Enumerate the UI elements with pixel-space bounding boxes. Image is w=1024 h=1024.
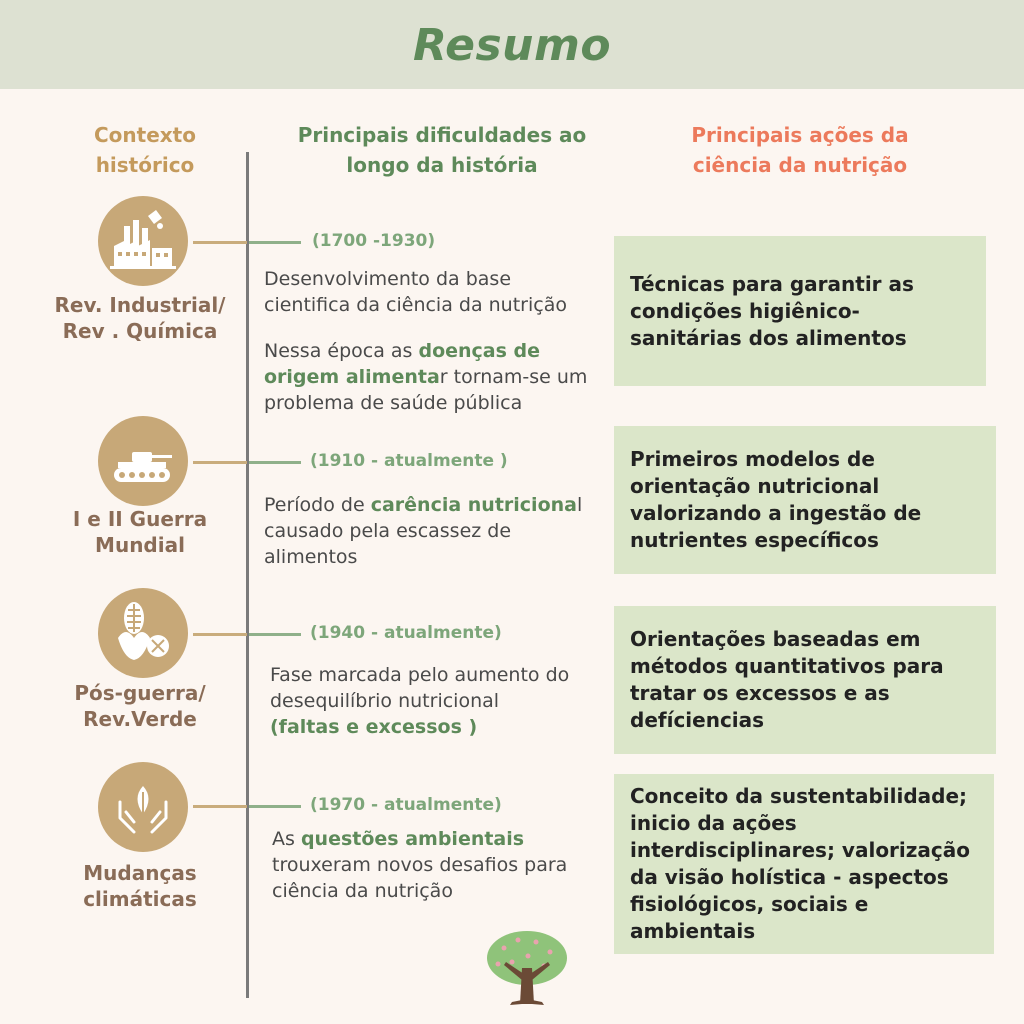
connector-line: [193, 633, 247, 636]
action-box: [614, 606, 996, 754]
difficulty-text: [270, 662, 570, 760]
action-text: Orientações baseadas em métodos quantitativos para tratar os excessos e as defíciencias: [630, 627, 944, 732]
period-label: (1940 - atualmente): [310, 623, 502, 643]
column-header-context: Contexto histórico: [94, 123, 196, 177]
era-label: Pós-guerra/ Rev.Verde: [74, 681, 206, 731]
action-box: [614, 774, 994, 954]
difficulty-text: [272, 826, 586, 924]
period-label: (1910 - atualmente ): [310, 451, 508, 471]
page-title: Resumo: [412, 20, 612, 71]
difficulty-paragraph: Período de carência nutricional causado pela escassez de alimentos: [264, 494, 583, 568]
period-label: (1700 -1930): [312, 231, 436, 251]
connector-line: [249, 241, 301, 244]
factory-icon: [98, 196, 188, 286]
difficulty-paragraph: Fase marcada pelo aumento do desequilíbrio nutricional (faltas e excessos ): [270, 664, 570, 738]
tank-icon: [98, 416, 188, 506]
action-text: Primeiros modelos de orientação nutricional valorizando a ingestão de nutrientes específicos: [630, 447, 922, 552]
column-header-actions: Principais ações da ciência da nutrição: [691, 123, 909, 177]
connector-line: [193, 241, 247, 244]
difficulty-paragraph: As questões ambientais trouxeram novos desafios para ciência da nutrição: [272, 828, 568, 902]
connector-line: [193, 805, 247, 808]
action-text: Técnicas para garantir as condições higiênico-sanitárias dos alimentos: [630, 271, 914, 350]
difficulty-text: [264, 492, 594, 590]
difficulty-text: [264, 266, 594, 436]
era-label: Rev. Industrial/ Rev . Química: [54, 293, 226, 343]
period-label: (1970 - atualmente): [310, 795, 502, 815]
column-header-difficulties: Principais dificuldades ao longo da história: [297, 123, 587, 177]
action-box: [614, 236, 986, 386]
difficulty-paragraph: Nessa época as doenças de origem alimentar tornam-se um problema de saúde pública: [264, 340, 588, 414]
difficulty-paragraph: Desenvolvimento da base cientifica da ciência da nutrição: [264, 268, 567, 316]
tree-icon: [484, 928, 570, 1006]
connector-line: [249, 805, 301, 808]
hands-leaf-icon: [98, 762, 188, 852]
connector-line: [249, 633, 301, 636]
era-label: I e II Guerra Mundial: [72, 507, 208, 557]
timeline-line: [246, 152, 249, 998]
corn-dna-icon: [98, 588, 188, 678]
connector-line: [249, 461, 301, 464]
connector-line: [193, 461, 247, 464]
action-text: Conceito da sustentabilidade; inicio da ações interdisciplinares; valorização da visão holística - aspectos fisiológicos, sociais e ambientais: [630, 784, 970, 943]
action-box: [614, 426, 996, 574]
era-label: Mudanças climáticas: [83, 861, 197, 911]
